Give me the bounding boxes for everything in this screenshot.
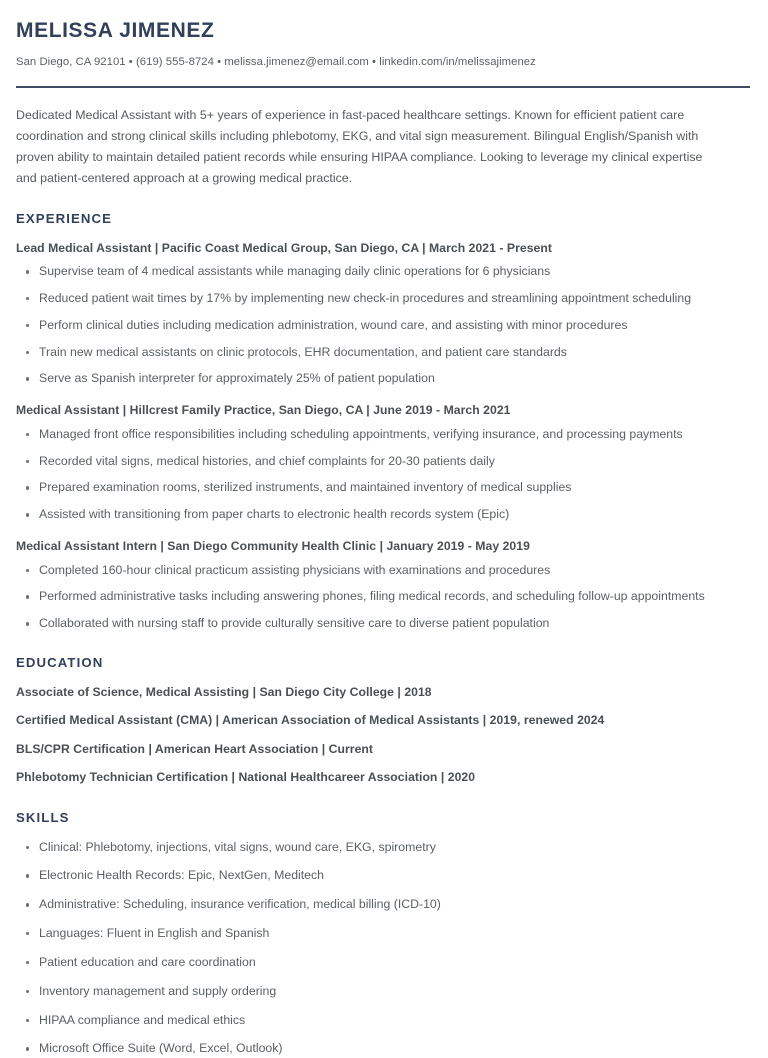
skills-heading: SKILLS: [16, 809, 70, 825]
experience-entry: [16, 402, 750, 524]
list-item: Microsoft Office Suite (Word, Excel, Outlook): [22, 1040, 750, 1058]
education-section: [16, 655, 750, 786]
list-item: Patient education and care coordination: [22, 954, 750, 972]
education-heading: EDUCATION: [16, 655, 104, 671]
job-title-line: Medical Assistant Intern | San Diego Community Health Clinic | January 2019 - May 2019: [16, 539, 530, 554]
skills-list: [16, 839, 750, 1058]
list-item: Managed front office responsibilities including scheduling appointments, verifying insurance, and processing payments: [22, 426, 730, 444]
list-item: Electronic Health Records: Epic, NextGen, Meditech: [22, 867, 750, 885]
experience-entry: [16, 538, 750, 633]
list-item: Recorded vital signs, medical histories, and chief complaints for 20-30 patients daily: [22, 453, 730, 471]
skills-section: [16, 810, 750, 1058]
candidate-name: MELISSA JIMENEZ: [16, 19, 215, 42]
list-item: BLS/CPR Certification | American Heart Association | Current: [16, 741, 374, 756]
list-item: Completed 160-hour clinical practicum assisting physicians with examinations and procedures: [22, 562, 730, 580]
list-item: Serve as Spanish interpreter for approximately 25% of patient population: [22, 370, 730, 388]
list-item: Collaborated with nursing staff to provide culturally sensitive care to diverse patient population: [22, 615, 730, 633]
job-responsibility-list: [16, 562, 750, 633]
list-item: Prepared examination rooms, sterilized instruments, and maintained inventory of medical supplies: [22, 479, 730, 497]
list-item: Perform clinical duties including medication administration, wound care, and assisting with minor procedures: [22, 317, 730, 335]
list-item: Performed administrative tasks including answering phones, filing medical records, and scheduling follow-up appointments: [22, 588, 730, 606]
list-item: Inventory management and supply ordering: [22, 983, 750, 1001]
job-title-line: Lead Medical Assistant | Pacific Coast Medical Group, San Diego, CA | March 2021 - Present: [16, 240, 552, 255]
list-item: HIPAA compliance and medical ethics: [22, 1012, 750, 1030]
contact-info-line: San Diego, CA 92101 • (619) 555-8724 • melissa.jimenez@email.com • linkedin.com/in/melissajimenez: [16, 56, 536, 69]
list-item: Train new medical assistants on clinic protocols, EHR documentation, and patient care standards: [22, 344, 730, 362]
list-item: Administrative: Scheduling, insurance verification, medical billing (ICD-10): [22, 896, 750, 914]
experience-entry: [16, 240, 750, 389]
list-item: Phlebotomy Technician Certification | National Healthcareer Association | 2020: [16, 770, 476, 785]
list-item: Reduced patient wait times by 17% by implementing new check-in procedures and streamlining appointment scheduling: [22, 290, 730, 308]
experience-section: [16, 211, 750, 633]
header-divider: [16, 86, 750, 88]
list-item: Languages: Fluent in English and Spanish: [22, 925, 750, 943]
list-item: Assisted with transitioning from paper charts to electronic health records system (Epic): [22, 506, 730, 524]
list-item: Clinical: Phlebotomy, injections, vital signs, wound care, EKG, spirometry: [22, 839, 750, 857]
list-item: Supervise team of 4 medical assistants while managing daily clinic operations for 6 physicians: [22, 263, 730, 281]
experience-heading: EXPERIENCE: [16, 210, 113, 226]
list-item: Associate of Science, Medical Assisting | San Diego City College | 2018: [16, 684, 432, 699]
professional-summary: Dedicated Medical Assistant with 5+ years of experience in fast-paced healthcare settings. Known for efficient patient care coordination and strong clinical skills including phlebotomy, EKG, and vital sign measurement. Bilingual English/Spanish with proven ability to maintain detailed patient records while ensuring HIPAA compliance. Looking to leverage my clinical expertise and patient-centered approach at a growing medical practice.: [16, 107, 703, 185]
education-list: [16, 684, 750, 786]
job-responsibility-list: [16, 426, 750, 524]
job-responsibility-list: [16, 263, 750, 388]
list-item: Certified Medical Assistant (CMA) | American Association of Medical Assistants | 2019, renewed 2024: [16, 713, 605, 728]
job-title-line: Medical Assistant | Hillcrest Family Practice, San Diego, CA | June 2019 - March 2021: [16, 403, 511, 418]
